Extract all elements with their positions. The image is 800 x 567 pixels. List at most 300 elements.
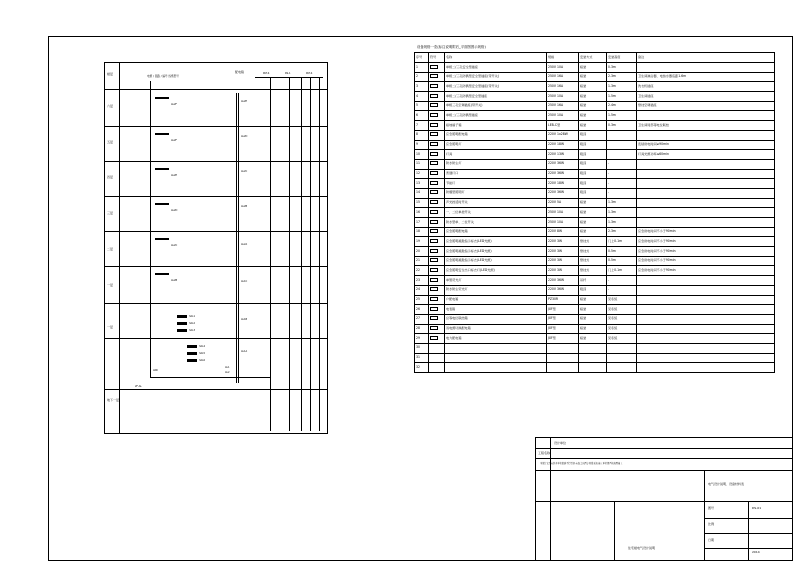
floor-label: 一层 xyxy=(107,325,114,329)
legend-row xyxy=(415,72,775,82)
legend-note: 应急供电时间不小于90min xyxy=(637,247,775,257)
legend-height: 1.3m xyxy=(607,218,637,228)
legend-no: 16 xyxy=(415,208,429,218)
legend-height: 1.3m xyxy=(607,208,637,218)
legend-spec: 220V 3W xyxy=(547,237,579,247)
legend-symbol xyxy=(429,72,445,82)
legend-no: 26 xyxy=(415,305,429,315)
legend-name: 应急照明灯 xyxy=(445,140,547,150)
floor-label: 五层 xyxy=(107,140,114,144)
legend-note: 壁挂空调插座 xyxy=(637,101,775,111)
legend-height: - xyxy=(607,188,637,198)
device-symbol-icon xyxy=(430,123,438,127)
top-label: PAT-4 xyxy=(263,72,270,75)
tb-line xyxy=(536,470,792,471)
floor-separator xyxy=(105,266,327,267)
legend-name: 应急照明疏散指示标志(LED光源) xyxy=(445,247,547,257)
legend-note xyxy=(637,276,775,286)
legend-row xyxy=(415,295,775,305)
col-header: 备注 xyxy=(637,53,775,63)
meter-box xyxy=(187,345,197,348)
no-label: 图号 xyxy=(708,506,715,510)
legend-spec: 220V 3W xyxy=(547,256,579,266)
legend-note: 灯具光源功率≤60min xyxy=(637,150,775,160)
legend-height: 0.5m xyxy=(607,256,637,266)
meter-label: 3AL3 xyxy=(189,329,196,332)
project-name: 工程名称 xyxy=(538,451,551,455)
legend-height: 门上0.1m xyxy=(607,237,637,247)
riser-feeder-header: 电源 / 回路 / 编号 线缆型号 xyxy=(147,75,179,78)
legend-name: 单相二/三孔防溅型安全型插座 xyxy=(445,92,547,102)
legend-row xyxy=(415,285,775,295)
legend-mount: 暗装 xyxy=(579,305,607,315)
legend-no: 17 xyxy=(415,218,429,228)
legend-header-row xyxy=(415,53,775,63)
legend-mount: 吸顶 xyxy=(579,169,607,179)
legend-symbol xyxy=(429,237,445,247)
legend-height: 2.3m xyxy=(607,72,637,82)
legend-no: 8 xyxy=(415,130,429,140)
legend-note xyxy=(637,353,775,363)
meter-label: 3AL2 xyxy=(189,322,196,325)
legend-symbol xyxy=(429,208,445,218)
legend-no: 2 xyxy=(415,72,429,82)
meter-label: 3AL4 xyxy=(199,345,206,348)
device-symbol-icon xyxy=(430,132,438,136)
legend-note: 应急供电时间不小于90min xyxy=(637,237,775,247)
legend-spec: 250V 10A xyxy=(547,111,579,121)
legend-spec: JXF型 xyxy=(547,314,579,324)
legend-height: 2.4m xyxy=(607,101,637,111)
legend-note xyxy=(637,179,775,189)
legend-mount: 吸顶 xyxy=(579,159,607,169)
device-symbol-icon xyxy=(430,113,438,117)
legend-height: 见系统 xyxy=(607,295,637,305)
legend-row xyxy=(415,276,775,286)
legend-height: 门上0.1m xyxy=(607,266,637,276)
legend-no: 19 xyxy=(415,237,429,247)
legend-no: 7 xyxy=(415,121,429,131)
legend-no: 28 xyxy=(415,324,429,334)
legend-no: 23 xyxy=(415,276,429,286)
legend-height xyxy=(607,140,637,150)
legend-symbol xyxy=(429,101,445,111)
circuit-label: AL2D xyxy=(171,209,178,212)
legend-spec: 220V 1x28W xyxy=(547,130,579,140)
panel-label: AL2 xyxy=(225,371,230,374)
device-symbol-icon xyxy=(430,210,438,214)
legend-no: 12 xyxy=(415,169,429,179)
legend-note: 应急供电时间不小于90min xyxy=(637,266,775,276)
riser-sub-header: 配电箱 xyxy=(235,70,245,74)
seal-note: 本设计文件未经本单位批准不得复制,未加盖出图专用章无效,施工单位须严格按图施工 xyxy=(540,462,623,465)
floor-separator xyxy=(105,161,327,162)
riser-cable xyxy=(289,77,290,431)
device-symbol-icon xyxy=(430,74,438,78)
device-symbol-icon xyxy=(430,268,438,272)
legend-name: 户配电箱 xyxy=(445,295,547,305)
legend-height: - xyxy=(607,179,637,189)
legend-symbol xyxy=(429,295,445,305)
legend-row xyxy=(415,169,775,179)
tb-line xyxy=(550,438,551,560)
legend-name: 应急照明疏散指示标志(LED光源) xyxy=(445,237,547,247)
legend-spec: 220V 18W xyxy=(547,140,579,150)
legend-spec xyxy=(547,363,579,373)
legend-note xyxy=(637,188,775,198)
legend-height: 见系统 xyxy=(607,314,637,324)
legend-name: 单相二/三孔安全型插座 xyxy=(445,63,547,73)
legend-name xyxy=(445,363,547,373)
legend-name: 单管荧光灯 xyxy=(445,276,547,286)
legend-row xyxy=(415,121,775,131)
legend-mount: 壁挂式 xyxy=(579,266,607,276)
legend-symbol xyxy=(429,363,445,373)
legend-spec: 220V 36W xyxy=(547,276,579,286)
legend-mount: 暗装 xyxy=(579,111,607,121)
legend-height: 1.5m xyxy=(607,111,637,121)
device-symbol-icon xyxy=(430,278,438,282)
legend-note xyxy=(637,363,775,373)
circuit-label: AL2C xyxy=(171,244,178,247)
legend-note xyxy=(637,63,775,73)
legend-row xyxy=(415,266,775,276)
legend-height: - xyxy=(607,285,637,295)
legend-spec: 220V 36W xyxy=(547,169,579,179)
legend-note xyxy=(637,334,775,344)
legend-mount: 吸顶 xyxy=(579,188,607,198)
device-symbol-icon xyxy=(430,181,438,185)
legend-no: 30 xyxy=(415,343,429,353)
legend-symbol xyxy=(429,227,445,237)
device-symbol-icon xyxy=(430,152,438,156)
floor-label: 四层 xyxy=(107,175,114,179)
legend-mount: 暗装 xyxy=(579,72,607,82)
legend-symbol xyxy=(429,247,445,257)
meter-label: 3AL5 xyxy=(199,352,206,355)
legend-no: 15 xyxy=(415,198,429,208)
legend-name: 单相二/三孔防溅型安全型插座(带开关) xyxy=(445,72,547,82)
drawing-title: 住宅楼电气设计说明 xyxy=(628,546,656,550)
legend-no: 13 xyxy=(415,179,429,189)
col-header: 安装方式 xyxy=(579,53,607,63)
legend-mount: 暗装 xyxy=(579,63,607,73)
device-symbol-icon xyxy=(430,307,438,311)
legend-height: - xyxy=(607,159,637,169)
legend-spec: PZ30R xyxy=(547,295,579,305)
legend-mount: 暗装 xyxy=(579,198,607,208)
legend-row xyxy=(415,256,775,266)
legend-mount: 吸顶 xyxy=(579,150,607,160)
legend-spec: 250V 16A xyxy=(547,82,579,92)
legend-no: 5 xyxy=(415,101,429,111)
legend-symbol xyxy=(429,256,445,266)
legend-mount: 暗装 xyxy=(579,208,607,218)
legend-height: 0.5m xyxy=(607,247,637,257)
legend-height: 0.3m xyxy=(607,121,637,131)
device-symbol-icon xyxy=(430,103,438,107)
legend-name xyxy=(445,353,547,363)
legend-no: 14 xyxy=(415,188,429,198)
legend-spec: 220V 13W xyxy=(547,150,579,160)
tb-line xyxy=(614,501,615,560)
meter-box xyxy=(177,322,187,325)
legend-note: 应急供电时间不小于90min xyxy=(637,227,775,237)
riser-cable xyxy=(319,77,320,431)
legend-mount: 暗装 xyxy=(579,324,607,334)
date-label: 日期 xyxy=(708,538,715,542)
legend-note xyxy=(637,295,775,305)
device-symbol-icon xyxy=(430,220,438,224)
legend-no: 31 xyxy=(415,353,429,363)
legend-height: 0.3m xyxy=(607,63,637,73)
device-symbol-icon xyxy=(430,316,438,320)
box-label: AL1A xyxy=(241,350,248,353)
legend-note xyxy=(637,343,775,353)
legend-mount: 暗装 xyxy=(579,314,607,324)
floor-separator xyxy=(105,389,327,390)
legend-note xyxy=(637,159,775,169)
legend-note xyxy=(637,324,775,334)
box-label: AL1B xyxy=(241,318,248,321)
legend-note: 卫生间局部等电位联结 xyxy=(637,121,775,131)
tb-line xyxy=(536,448,792,449)
legend-no: 24 xyxy=(415,285,429,295)
title-block xyxy=(535,437,793,561)
date-value: 2014 xyxy=(752,550,760,554)
legend-mount xyxy=(579,343,607,353)
legend-symbol xyxy=(429,92,445,102)
legend-symbol xyxy=(429,121,445,131)
legend-row xyxy=(415,314,775,324)
box-label: AL1 xyxy=(225,366,230,369)
circuit-label: AL2B xyxy=(171,279,178,282)
legend-spec: 220V 18W xyxy=(547,179,579,189)
legend-spec: 220V 36W xyxy=(547,285,579,295)
legend-row xyxy=(415,237,775,247)
legend-no: 10 xyxy=(415,150,429,160)
tb-line xyxy=(536,501,792,502)
legend-mount: 吸顶 xyxy=(579,179,607,189)
legend-name: 双电源切换配电箱 xyxy=(445,324,547,334)
legend-mount: 暗装 xyxy=(579,295,607,305)
top-bus xyxy=(255,77,323,78)
legend-no: 21 xyxy=(415,256,429,266)
legend-no: 11 xyxy=(415,159,429,169)
device-symbol-icon xyxy=(430,258,438,262)
legend-mount: 暗装 xyxy=(579,227,607,237)
legend-row xyxy=(415,111,775,121)
legend-mount: 壁挂式 xyxy=(579,256,607,266)
legend-row xyxy=(415,363,775,373)
riser-floor-header: 楼层 xyxy=(107,72,114,76)
legend-name: 应急照明疏散指示标志(LED光源) xyxy=(445,256,547,266)
legend-row xyxy=(415,218,775,228)
legend-symbol xyxy=(429,179,445,189)
legend-name: 应急照明安全出口标志灯(LED光源) xyxy=(445,266,547,276)
legend-symbol xyxy=(429,63,445,73)
legend-name: 普通灯口 xyxy=(445,169,547,179)
legend-symbol xyxy=(429,159,445,169)
legend-row xyxy=(415,227,775,237)
legend-row xyxy=(415,247,775,257)
design-unit: 设计单位 xyxy=(554,441,567,445)
legend-spec xyxy=(547,353,579,363)
legend-note xyxy=(637,169,775,179)
box-label: AL2E xyxy=(241,100,247,103)
col-header: 符号 xyxy=(429,53,445,63)
legend-symbol xyxy=(429,314,445,324)
legend-spec: 220V 8W xyxy=(547,227,579,237)
tb-line xyxy=(536,458,792,459)
circuit-label: AL2F xyxy=(171,139,177,142)
legend-no: 1 xyxy=(415,63,429,73)
legend-row xyxy=(415,82,775,92)
floor-label: 二层 xyxy=(107,247,114,251)
legend-title: 设备规格一览(标注说明附后_平面图图示规格) xyxy=(417,45,486,49)
legend-mount: 吸顶 xyxy=(579,285,607,295)
legend-spec: JXF型 xyxy=(547,324,579,334)
legend-no: 18 xyxy=(415,227,429,237)
legend-row xyxy=(415,334,775,344)
legend-symbol xyxy=(429,285,445,295)
legend-note xyxy=(637,285,775,295)
legend-spec: 250V 10A xyxy=(547,208,579,218)
legend-row xyxy=(415,198,775,208)
floor-label: 一层 xyxy=(107,283,114,287)
device-symbol-icon xyxy=(430,142,438,146)
legend-spec: LEB-C型 xyxy=(547,121,579,131)
device-symbol-icon xyxy=(430,171,438,175)
circuit-label: AL2F xyxy=(171,103,177,106)
legend-row xyxy=(415,324,775,334)
legend-note xyxy=(637,198,775,208)
circuit-label: AL2E xyxy=(171,174,177,177)
legend-row xyxy=(415,179,775,189)
col-header: 名称 xyxy=(445,53,547,63)
riser-cable xyxy=(270,77,271,431)
legend-height: 见系统 xyxy=(607,305,637,315)
legend-symbol xyxy=(429,266,445,276)
riser-bus xyxy=(238,93,239,383)
legend-height: 见系统 xyxy=(607,324,637,334)
legend-row xyxy=(415,140,775,150)
legend-body xyxy=(415,63,775,373)
riser-cable xyxy=(301,77,302,431)
riser-floor-column-line xyxy=(119,63,120,433)
device-symbol-icon xyxy=(430,326,438,330)
legend-name: 防水防尘荧光灯 xyxy=(445,285,547,295)
device-symbol-icon xyxy=(430,84,438,88)
panel-block xyxy=(155,97,169,99)
device-symbol-icon xyxy=(430,229,438,233)
legend-row xyxy=(415,188,775,198)
device-symbol-icon xyxy=(430,200,438,204)
legend-height: 1.5m xyxy=(607,92,637,102)
legend-name: 灯具 xyxy=(445,150,547,160)
legend-height: 2.3m xyxy=(607,227,637,237)
legend-row xyxy=(415,159,775,169)
device-symbol-icon xyxy=(430,336,438,340)
legend-name: 声光控延时开关 xyxy=(445,198,547,208)
legend-height xyxy=(607,130,637,140)
legend-spec: 220V 3W xyxy=(547,266,579,276)
top-label: PAT-4 xyxy=(306,72,313,75)
basement-label: 地下一层 xyxy=(107,398,120,402)
legend-height: - xyxy=(607,169,637,179)
legend-mount: 暗装 xyxy=(579,218,607,228)
panel-block xyxy=(155,273,169,275)
legend-symbol xyxy=(429,111,445,121)
legend-note xyxy=(637,305,775,315)
meter-label: 3AL6 xyxy=(199,359,206,362)
legend-name xyxy=(445,343,547,353)
legend-symbol xyxy=(429,334,445,344)
floor-separator xyxy=(105,338,327,339)
floor-separator xyxy=(105,303,327,304)
legend-mount: 吸顶 xyxy=(579,140,607,150)
legend-spec: JXF型 xyxy=(547,334,579,344)
panel-block xyxy=(155,238,169,240)
legend-note: 卫生间插座 xyxy=(637,92,775,102)
legend-height xyxy=(607,363,637,373)
legend-spec: 220V 5A xyxy=(547,198,579,208)
legend-row xyxy=(415,305,775,315)
col-header: 规格 xyxy=(547,53,579,63)
legend-spec: 220V 36W xyxy=(547,159,579,169)
panel-label: ANC xyxy=(153,369,159,372)
panel-block xyxy=(155,203,169,205)
legend-row xyxy=(415,130,775,140)
legend-symbol xyxy=(429,305,445,315)
floor-label: 三层 xyxy=(107,211,114,215)
legend-spec: 250V 10A xyxy=(547,63,579,73)
floor-separator xyxy=(105,231,327,232)
legend-note: 连续供电时间≥90min xyxy=(637,140,775,150)
tb-line xyxy=(704,470,705,560)
legend-height xyxy=(607,150,637,160)
legend-no: 32 xyxy=(415,363,429,373)
legend-name: 单相三孔空调插座(带开关) xyxy=(445,101,547,111)
legend-height xyxy=(607,343,637,353)
legend-note xyxy=(637,130,775,140)
legend-row xyxy=(415,92,775,102)
legend-row xyxy=(415,150,775,160)
legend-name: 防爆型照明灯 xyxy=(445,188,547,198)
panel-label: 2F-AL xyxy=(135,385,142,388)
legend-no: 9 xyxy=(415,140,429,150)
legend-note xyxy=(637,314,775,324)
no-value: DS-01 xyxy=(752,506,762,510)
legend-table xyxy=(414,52,775,373)
legend-no: 20 xyxy=(415,247,429,257)
legend-name: 防水防尘灯 xyxy=(445,159,547,169)
legend-spec: 220V 36W xyxy=(547,188,579,198)
device-symbol-icon xyxy=(430,161,438,165)
legend-spec: 220V 3W xyxy=(547,247,579,257)
floor-separator xyxy=(105,126,327,127)
drawing-name: 电气设计说明、设备材料表 xyxy=(708,482,745,486)
riser-diagram xyxy=(104,62,328,434)
legend-spec: 250V 10A xyxy=(547,218,579,228)
main-feeder xyxy=(150,81,151,377)
riser-header-line xyxy=(105,89,327,90)
legend-name: 防水型单、二位开关 xyxy=(445,218,547,228)
meter-box xyxy=(187,352,197,355)
meter-box xyxy=(177,315,187,318)
riser-cable xyxy=(310,77,311,431)
legend-symbol xyxy=(429,218,445,228)
